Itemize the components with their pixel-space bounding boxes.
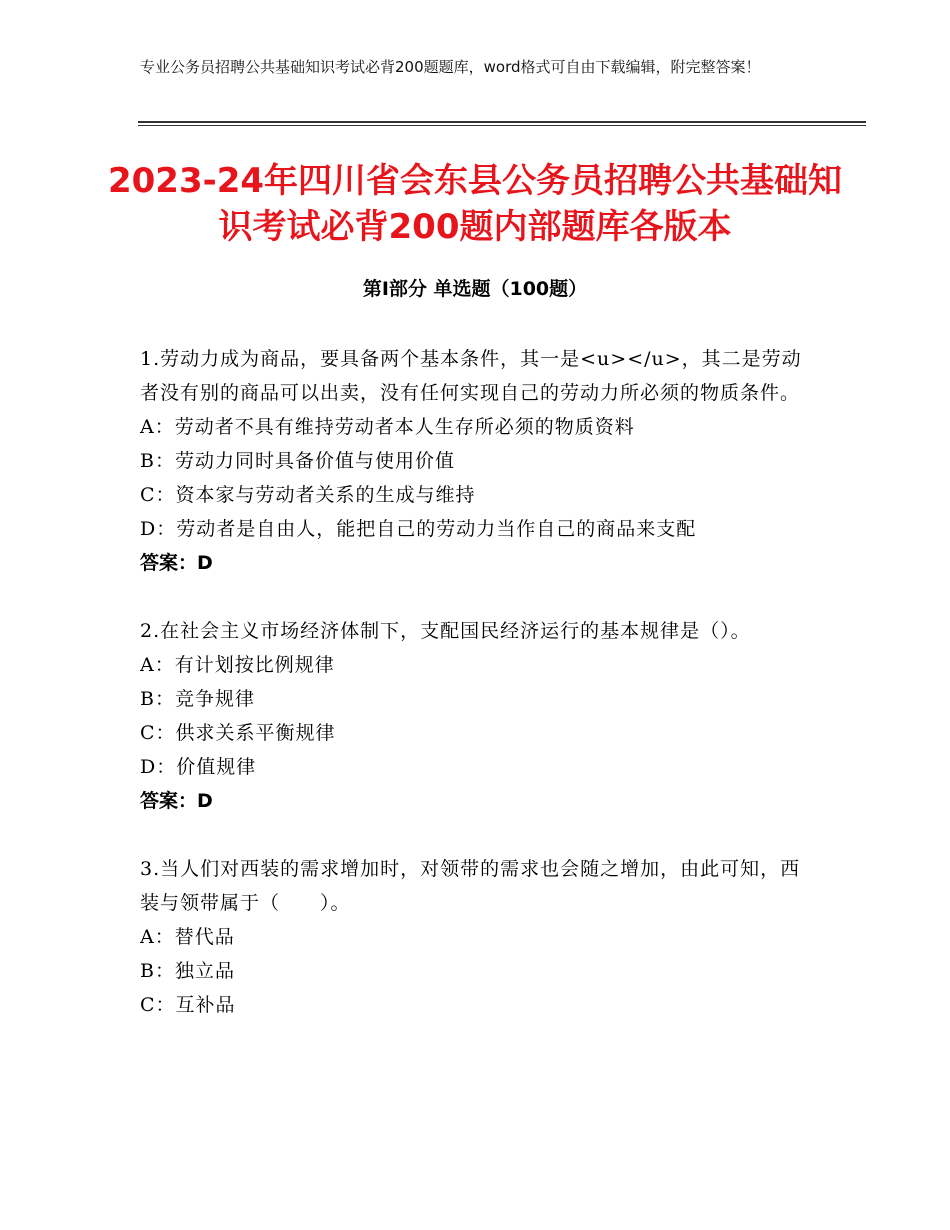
option-d: D：价值规律 xyxy=(140,756,257,778)
header-rule-thick xyxy=(138,121,866,123)
option-b: B：劳动力同时具备价值与使用价值 xyxy=(140,450,455,472)
section-heading: 第Ⅰ部分 单选题（100题） xyxy=(362,278,588,300)
option-d: D：劳动者是自由人，能把自己的劳动力当作自己的商品来支配 xyxy=(140,518,697,540)
answer-line: 答案：D xyxy=(140,790,213,812)
option-c: C：资本家与劳动者关系的生成与维持 xyxy=(140,484,476,506)
question-stem: 3.当人们对西装的需求增加时，对领带的需求也会随之增加，由此可知，西装与领带属于（ ）。 xyxy=(140,858,801,914)
option-c: C：互补品 xyxy=(140,994,236,1016)
option-b: B：竞争规律 xyxy=(140,688,255,710)
option-a: A：有计划按比例规律 xyxy=(140,654,335,676)
header-note: 专业公务员招聘公共基础知识考试必背200题题库，word格式可自由下载编辑，附完整答案！ xyxy=(140,58,761,76)
option-b: B：独立品 xyxy=(140,960,235,982)
question-2 xyxy=(140,614,805,818)
question-list xyxy=(140,342,805,1056)
option-a: A：替代品 xyxy=(140,926,235,948)
question-stem: 1.劳动力成为商品，要具备两个基本条件，其一是<u></u>，其二是劳动者没有别的商品可以出卖，没有任何实现自己的劳动力所必须的物质条件。 xyxy=(140,348,802,404)
option-a: A：劳动者不具有维持劳动者本人生存所必须的物质资料 xyxy=(140,416,635,438)
question-1 xyxy=(140,342,805,580)
question-3 xyxy=(140,852,805,1022)
answer-line: 答案：D xyxy=(140,552,213,574)
header-rule-thin xyxy=(138,125,866,126)
option-c: C：供求关系平衡规律 xyxy=(140,722,336,744)
document-title: 2023-24年四川省会东县公务员招聘公共基础知识考试必背200题内部题库各版本 xyxy=(107,161,843,247)
question-stem: 2.在社会主义市场经济体制下，支配国民经济运行的基本规律是（）。 xyxy=(140,620,751,642)
